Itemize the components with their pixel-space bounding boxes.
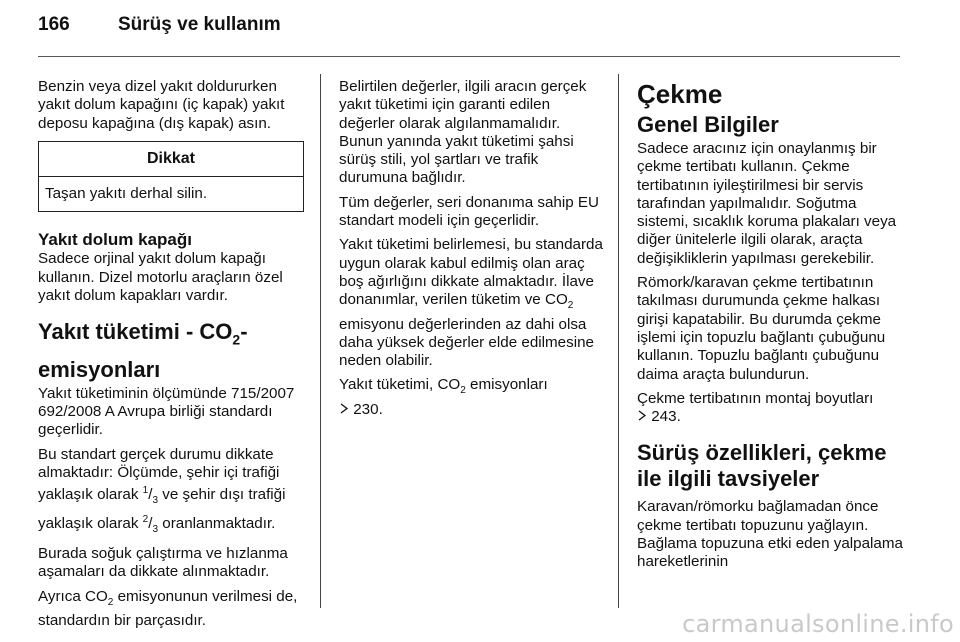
page-number: 166 — [38, 14, 70, 35]
page-reference[interactable]: 243. — [651, 408, 681, 426]
notice-box — [38, 141, 304, 213]
intro-paragraph: Benzin veya dizel yakıt doldururken yakıt dolum kapağını (iç kapak) yakıt deposu kapağına (dış kapak) asın. — [38, 78, 285, 132]
paragraph: Tüm değerler, seri donanıma sahip EU standart modeli için geçerlidir. — [339, 193, 600, 230]
paragraph: Karavan/römorku bağlamadan önce çekme tertibatı topuzunu yağlayın. Bağlama topuzuna etki eden yalpalama hareketlerinin — [637, 498, 903, 571]
paragraph: Burada soğuk çalıştırma ve hızlanma aşamaları da dikkate alınmaktadır. — [38, 545, 288, 581]
column-3 — [637, 78, 903, 578]
column-divider — [618, 74, 619, 608]
paragraph: Römork/karavan çekme tertibatının takılması durumunda çekme halkası girişi kapatabilir. Bu durumda çekme işlemi için topuzlu bağlantı çubuğunu kullanın. Topuzlu bağlantı çubuğunu daima araçta bulundurun. — [637, 274, 886, 383]
general-info-heading: Genel Bilgiler — [637, 112, 779, 137]
page-reference-arrow-icon — [339, 401, 349, 419]
towing-title: Çekme — [637, 79, 723, 109]
column-divider — [320, 74, 321, 608]
section-title: Sürüş ve kullanım — [118, 14, 281, 35]
paragraph: Çekme tertibatının montaj boyutları 243. — [637, 389, 874, 426]
fuel-cap-heading: Yakıt dolum kapağı — [38, 230, 192, 250]
paragraph: Bu standart gerçek durumu dikkate almaktadır: Ölçümde, şehir içi trafiği yaklaşık olarak $^1/_3$ ve şehir dışı trafiği yaklaşık olarak $^2/_3$ oranlanmaktadır. — [38, 445, 286, 535]
column-2 — [339, 78, 605, 425]
page-reference[interactable]: 230. — [353, 400, 383, 418]
co2-heading: Yakıt tüketimi - $CO_2-$ emisyonları — [38, 319, 248, 382]
page-reference-arrow-icon — [637, 408, 647, 426]
paragraph: Ayrıca $CO_2$ emisyonunun verilmesi de, standardın bir parçasıdır. — [38, 587, 298, 629]
header-rule — [38, 56, 900, 57]
driving-characteristics-heading: Sürüş özellikleri, çekme ile ilgili tavsiyeler — [637, 440, 887, 492]
watermark: carmanualsonline.info — [682, 610, 954, 638]
paragraph: Yakıt tüketimi, $CO_2$ emisyonları 230. — [339, 376, 548, 418]
paragraph: Sadece aracınız için onaylanmış bir çekme tertibatı kullanın. Çekme tertibatının iyileştirilmesi bir servis tarafından yapılmalıdır. Soğutma sistemi, sıcaklık koruma plakaları veya diğer ünitelerle ilgili olarak, araçta değişikliklerin yapılması gerekebilir. — [637, 140, 897, 267]
paragraph: Belirtilen değerler, ilgili aracın gerçek yakıt tüketimi için garanti edilen değerler olarak algılanmamalıdır. Bunun yanında yakıt tüketimi şahsi sürüş stili, yol şartları ve trafik durumuna bağlıdır. — [339, 78, 587, 187]
column-1 — [38, 78, 304, 636]
fuel-cap-text: Sadece orjinal yakıt dolum kapağı kullanın. Dizel motorlu araçların özel yakıt dolum kapakları vardır. — [38, 250, 283, 305]
notice-body: Taşan yakıtı derhal silin. — [45, 185, 208, 203]
paragraph: Yakıt tüketimi belirlemesi, bu standarda uygun olarak kabul edilmiş olan araç boş ağırlığını dikkate almaktadır. İlave donanımlar, verilen tüketim ve $CO_2$ emisyonu değerlerinden az dahi olsa daha yüksek değerler elde edilmesine neden olabilir. — [339, 236, 603, 370]
notice-title: Dikkat — [39, 142, 303, 177]
paragraph: Yakıt tüketiminin ölçümünde 715/2007 692/2008 A Avrupa birliği standardı geçerlidir. — [38, 384, 295, 439]
